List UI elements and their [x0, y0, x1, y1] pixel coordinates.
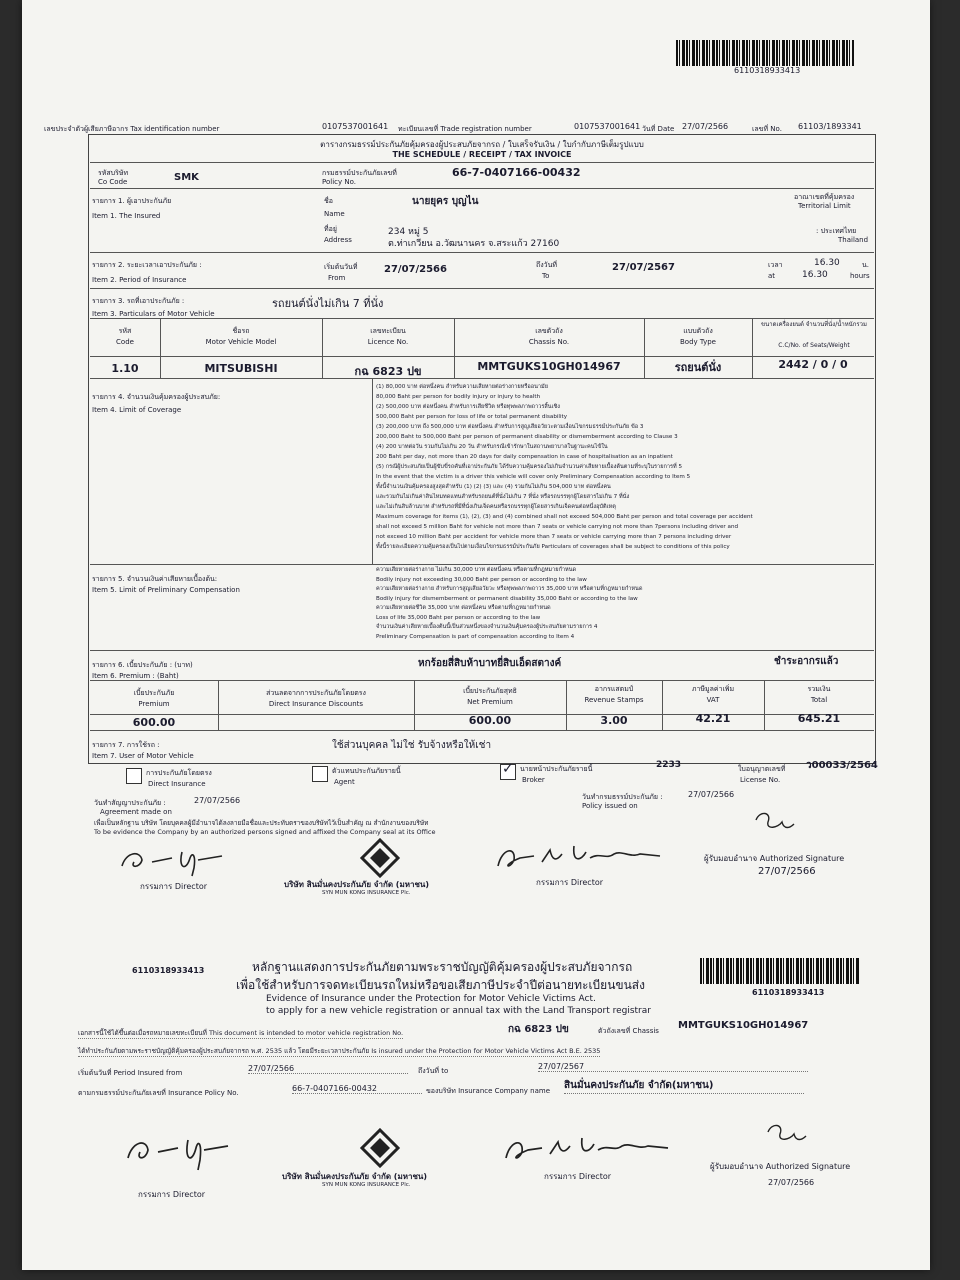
item7-label-en: Item 7. User of Motor Vehicle [92, 752, 194, 760]
date-label: วันที่ Date [642, 125, 675, 133]
policy-label-th: กรมธรรม์ประกันภัยเลขที่ [322, 169, 397, 177]
evidence-line1-label: เอกสารนี้ใช้ได้ขึ้นต่อเมื่อรถหมายเลขทะเบียนที่ This document is intended to motor vehicle registration No. [78, 1029, 404, 1037]
evidence-authorized-signature [760, 1118, 810, 1148]
evidence-authorized-date: 27/07/2566 [768, 1178, 815, 1187]
ph-discount-en: Direct Insurance Discounts [268, 700, 364, 708]
chassis-no: MMTGUKS10GH014967 [477, 360, 621, 373]
item4-label-th: รายการ 4. จำนวนเงินคุ้มครองผู้ประสบภัย: [92, 393, 221, 401]
director-signature-1 [112, 838, 242, 878]
vh-cc-th: ขนาดเครื่องยนต์ จำนวนที่นั่ง/น้ำหนักรวม [761, 321, 867, 328]
license-label-th: ใบอนุญาตเลขที่ [738, 765, 786, 773]
coverage-text [376, 382, 753, 552]
evidence-line2: ได้ทำประกันภัยตามพระราชบัญญัติคุ้มครองผู้ประสบภัยจากรถ พ.ศ. 2535 แล้ว โดยมีระยะเวลาประกันภัย Is insured under the Protection for Motor Vehicle Victims Act B.E. 2535 [78, 1047, 601, 1055]
territory-label-th: อาณาเขตที่คุ้มครอง [794, 193, 855, 201]
issued-label-en: Policy issued on [582, 802, 638, 810]
evidence-chassis: MMTGUKS10GH014967 [678, 1020, 809, 1031]
name-label-th: ชื่อ [324, 197, 333, 205]
addr-label-en: Address [324, 236, 352, 244]
vh-code-en: Code [116, 338, 134, 346]
net-premium-value: 600.00 [468, 714, 512, 727]
broker-checkbox [500, 761, 516, 780]
territory-label-en: Territorial Limit [798, 202, 851, 210]
item2-label-en: Item 2. Period of Insurance [92, 276, 187, 284]
evidence-company-label: ของบริษัท Insurance Company name [426, 1087, 551, 1095]
from-label-en: From [328, 274, 346, 282]
vh-body-en: Body Type [680, 338, 716, 346]
direct-label-en: Direct Insurance [148, 780, 206, 788]
evidence-title-en1: Evidence of Insurance under the Protection for Motor Vehicle Victims Act. [266, 994, 596, 1004]
evidence-from: 27/07/2566 [248, 1064, 408, 1074]
coverage-line: และไม่เกินสิบล้านบาท สำหรับรถที่มีที่นั่งเกินเจ็ดคนหรือรถบรรทุกผู้โดยสารเกินเจ็ดคนต่อหนึ่งอุบัติเหตุ [376, 504, 616, 510]
evidence-director-label-1: กรรมการ Director [138, 1190, 206, 1199]
evidence-to: 27/07/2567 [538, 1062, 808, 1072]
premium-value: 600.00 [132, 716, 176, 729]
broker-label-th: นายหน้าประกันภัยรายนี้ [520, 765, 593, 773]
coverage-line: shall not exceed 5 million Baht for vehicle not more than 7 seats or vehicle carrying not more than 7persons including driver and [376, 524, 739, 530]
evidence-company-logo [360, 1128, 400, 1168]
tax-id: 0107537001641 [322, 122, 389, 131]
coverage-line: (1) 80,000 บาท ต่อหนึ่งคน สำหรับความเสียหายต่อร่างกายหรืออนามัย [376, 384, 549, 390]
agent-label-th: ตัวแทนประกันภัยรายนี้ [332, 767, 401, 775]
director-label-2: กรรมการ Director [536, 878, 604, 887]
ph-premium-th: เบี้ยประกันภัย [133, 689, 175, 697]
coverage-line: (3) 200,000 บาท ถึง 500,000 บาท ต่อหนึ่งคน สำหรับการสูญเสียอวัยวะตามเงื่อนไขกรมธรรม์ประกันภัย ข้อ 3 [376, 424, 644, 430]
evidence-authorized-label: ผู้รับมอบอำนาจ Authorized Signature [710, 1162, 851, 1171]
vh-chassis-en: Chassis No. [528, 338, 570, 346]
preliminary-line: ความเสียหายต่อร่างกาย สำหรับการสูญเสียอวัยวะ หรือทุพพลภาพถาวร 35,000 บาท หรือตามที่กฎหมายกำหนด [376, 586, 643, 592]
barcode-number: 6110318933413 [734, 66, 801, 75]
agreement-label-th: วันทำสัญญาประกันภัย : [94, 799, 166, 807]
item3-label-th: รายการ 3. รถที่เอาประกันภัย : [92, 297, 185, 305]
item3-label-en: Item 3. Particulars of Motor Vehicle [92, 310, 215, 318]
address-line2: ต.ท่าเกวียน อ.วัฒนานคร จ.สระแก้ว 27160 [388, 239, 560, 249]
barcode [676, 40, 854, 66]
vehicle-usage: ใช้ส่วนบุคคล ไม่ใช่ รับจ้างหรือให้เช่า [332, 740, 492, 751]
evidence-title-th2: เพื่อใช้สำหรับการจดทะเบียนรถใหม่หรือขอเสียภาษีประจำปีต่อนายทะเบียนขนส่ง [236, 978, 645, 992]
evidence-to-label: ถึงวันที่ to [418, 1067, 449, 1075]
time-from: 16.30 [814, 258, 840, 268]
evidence-company: สินมั่นคงประกันภัย จำกัด(มหาชน) [564, 1078, 804, 1094]
company-name-th: บริษัท สินมั่นคงประกันภัย จำกัด (มหาชน) [284, 880, 430, 889]
trade-reg-label: ทะเบียนเลขที่ Trade registration number [398, 125, 532, 133]
tax-id-label: เลขประจำตัวผู้เสียภาษีอากร Tax identification number [44, 125, 220, 133]
item6-label-en: Item 6. Premium : (Baht) [92, 672, 179, 680]
director-label-1: กรรมการ Director [140, 882, 208, 891]
evidence-title-th1: หลักฐานแสดงการประกันภัยตามพระราชบัญญัติคุ้มครองผู้ประสบภัยจากรถ [252, 960, 633, 974]
coverage-line: (2) 500,000 บาท ต่อหนึ่งคน สำหรับการเสียชีวิต หรือทุพพลภาพถาวรสิ้นเชิง [376, 404, 561, 410]
evidence-statement-th: เพื่อเป็นหลักฐาน บริษัท โดยบุคคลผู้มีอำนาจได้ลงลายมือชื่อและประทับตราของบริษัทไว้เป็นสำคัญ ณ สำนักงานของบริษัท [94, 819, 429, 827]
authorized-date: 27/07/2566 [758, 866, 816, 877]
vh-licence-th: เลขทะเบียน [370, 327, 406, 335]
evidence-statement-en: To be evidence the Company by an authorized persons signed and affixed the Company seal at its Office [94, 828, 436, 836]
evidence-barcode [700, 958, 860, 984]
vat-value: 42.21 [695, 712, 731, 725]
co-code: SMK [174, 172, 199, 183]
evidence-company-name-th: บริษัท สินมั่นคงประกันภัย จำกัด (มหาชน) [282, 1172, 428, 1181]
evidence-policy: 66-7-0407166-00432 [292, 1084, 422, 1094]
issued-label-th: วันทำกรมธรรม์ประกันภัย : [582, 793, 663, 801]
item2-label-th: รายการ 2. ระยะเวลาเอาประกันภัย : [92, 261, 202, 269]
from-label-th: เริ่มต้นวันที่ [324, 263, 358, 271]
ph-net-th: เบี้ยประกันภัยสุทธิ [463, 687, 517, 695]
agreement-label-en: Agreement made on [100, 808, 172, 816]
coverage-line: (5) กรณีผู้ประสบภัยเป็นผู้ขับขี่รถคันที่เอาประกันภัย ได้รับความคุ้มครองไม่เกินจำนวนค่าเสียหายเบื้องต้นตามที่ระบุในรายการที่ 5 [376, 464, 683, 470]
vh-model-th: ชื่อรถ [232, 327, 250, 335]
license-label-en: License No. [740, 776, 781, 784]
item7-label-th: รายการ 7. การใช้รถ : [92, 741, 160, 749]
broker-code: 2233 [656, 760, 682, 770]
item4-label-en: Item 4. Limit of Coverage [92, 406, 182, 414]
item1-label-en: Item 1. The Insured [92, 212, 161, 220]
preliminary-line: จำนวนเงินค่าเสียหายเบื้องต้นนี้เป็นส่วนหนึ่งของจำนวนเงินคุ้มครองผู้ประสบภัยตามรายการ 4 [376, 624, 598, 630]
preliminary-line: ความเสียหายต่อชีวิต 35,000 บาท ต่อหนึ่งคน หรือตามที่กฎหมายกำหนด [376, 605, 551, 611]
director-signature-2 [490, 836, 670, 876]
preliminary-line: ความเสียหายต่อร่างกาย ไม่เกิน 30,000 บาท ต่อหนึ่งคน หรือตามที่กฎหมายกำหนด [376, 567, 577, 573]
direct-insurance-checkbox [126, 768, 142, 784]
body-type: รถยนต์นั่ง [674, 361, 722, 374]
name-label-en: Name [324, 210, 345, 218]
coverage-line: Maximum coverage for items (1), (2), (3) and (4) combined shall not exceed 504,000 Baht per person and total coverage per accident [376, 514, 753, 520]
premium-in-words: หกร้อยสี่สิบห้าบาทยี่สิบเอ็ดสตางค์ [418, 658, 562, 669]
hours-th: น. [862, 261, 870, 269]
agent-checkbox [312, 766, 328, 782]
to-label-en: To [542, 272, 550, 280]
evidence-director-signature-2 [498, 1126, 678, 1170]
evidence-barcode-right: 6110318933413 [752, 988, 825, 997]
title-en: THE SCHEDULE / RECEIPT / TAX INVOICE [392, 150, 572, 159]
country-en: Thailand [838, 236, 869, 244]
vh-model-en: Motor Vehicle Model [205, 338, 277, 346]
policy-no: 66-7-0407166-00432 [452, 166, 581, 179]
vehicle-type: รถยนต์นั่งไม่เกิน 7 ที่นั่ง [272, 297, 384, 310]
no-label: เลขที่ No. [752, 125, 782, 133]
coverage-line: 80,000 Baht per person for bodily injury or injury to health [376, 394, 541, 400]
time-to: 16.30 [802, 270, 828, 280]
ph-net-en: Net Premium [467, 698, 513, 706]
vehicle-code: 1.10 [111, 362, 139, 375]
item1-label-th: รายการ 1. ผู้เอาประกันภัย [92, 197, 172, 205]
preliminary-line: Preliminary Compensation is part of compensation according to Item 4 [376, 633, 575, 640]
preliminary-text [376, 566, 643, 642]
item5-label-en: Item 5. Limit of Preliminary Compensation [92, 586, 240, 594]
coverage-line: ทั้งนี้จำนวนเงินคุ้มครองสูงสุดสำหรับ (1) (2) (3) และ (4) รวมกันไม่เกิน 504,000 บาท ต่อหนึ่งคน [376, 484, 611, 490]
engine-cc: 2442 / 0 / 0 [778, 358, 848, 371]
vh-chassis-th: เลขตัวถัง [535, 327, 563, 335]
vh-cc-en: C.C/No. of Seats/Weight [778, 342, 850, 349]
agreement-date: 27/07/2566 [194, 796, 241, 805]
insured-name: นายยุคร บุญไน [412, 196, 479, 207]
preliminary-line: Bodily injury not exceeding 30,000 Baht per person or according to the law [376, 576, 587, 583]
coverage-line: และรวมกันไม่เกินค่าสินไหมทดแทนสำหรับรถยนต์ที่นั่งไม่เกิน 7 ที่นั่ง หรือรถบรรทุกผู้โดยสารไม่เกิน 7 ที่นั่ง [376, 494, 630, 500]
period-from: 27/07/2566 [384, 264, 447, 275]
doc-date: 27/07/2566 [682, 122, 729, 131]
evidence-director-signature-1 [118, 1124, 248, 1174]
evidence-director-label-2: กรรมการ Director [544, 1172, 612, 1181]
evidence-barcode-left: 6110318933413 [132, 966, 205, 975]
direct-label-th: การประกันภัยโดยตรง [146, 769, 212, 777]
period-to: 27/07/2567 [612, 262, 675, 273]
ph-premium-en: Premium [138, 700, 170, 708]
ph-stamp-en: Revenue Stamps [584, 696, 644, 704]
stamp-value: 3.00 [600, 714, 628, 727]
coverage-line: 500,000 Baht per person for loss of life or total permanent disability [376, 414, 568, 420]
company-name-en: SYN MUN KONG INSURANCE Plc. [322, 890, 411, 896]
to-label-th: ถึงวันที่ [536, 261, 557, 269]
issued-date: 27/07/2566 [688, 790, 735, 799]
vh-body-th: แบบตัวถัง [683, 327, 713, 335]
authorized-label: ผู้รับมอบอำนาจ Authorized Signature [704, 854, 845, 863]
total-value: 645.21 [797, 712, 841, 725]
evidence-title-en2: to apply for a new vehicle registration or annual tax with the Land Transport registrar [266, 1006, 651, 1016]
coverage-line: 200,000 Baht to 500,000 Baht per person of permanent disability or dismemberment according to Clause 3 [376, 434, 678, 440]
address-line1: 234 หมู่ 5 [388, 227, 429, 237]
policy-label-en: Policy No. [322, 178, 356, 186]
doc-no: 61103/1893341 [798, 122, 862, 131]
company-logo [360, 838, 400, 878]
broker-label-en: Broker [522, 776, 545, 784]
title-th: ตารางกรมธรรม์ประกันภัยคุ้มครองผู้ประสบภัยจากรถ / ใบเสร็จรับเงิน / ใบกำกับภาษีเต็มรูปแบบ [320, 140, 644, 149]
evidence-from-label: เริ่มต้นวันที่ Period Insured from [78, 1069, 183, 1077]
coverage-line: ทั้งนี้รายละเอียดความคุ้มครองเป็นไปตามเงื่อนไขกรมธรรม์ประกันภัย Particulars of coverages shall be subject to conditions of this policy [376, 544, 730, 550]
ph-vat-th: ภาษีมูลค่าเพิ่ม [691, 685, 735, 693]
ph-vat-en: VAT [706, 696, 720, 704]
vehicle-model: MITSUBISHI [204, 362, 278, 375]
time-label-en: at [768, 272, 776, 280]
time-label-th: เวลา [768, 261, 783, 269]
addr-label-th: ที่อยู่ [324, 225, 337, 233]
vh-code-th: รหัส [118, 327, 132, 335]
vh-licence-en: Licence No. [367, 338, 409, 346]
hours-en: hours [850, 272, 870, 280]
evidence-policy-label: ตามกรมธรรม์ประกันภัยเลขที่ Insurance Policy No. [78, 1089, 239, 1097]
evidence-company-name-en: SYN MUN KONG INSURANCE Plc. [322, 1182, 411, 1188]
agent-label-en: Agent [334, 778, 355, 786]
item6-label-th: รายการ 6. เบี้ยประกันภัย : (บาท) [92, 661, 193, 669]
check-icon: ✓ [502, 761, 514, 777]
stamp-paid: ชำระอากรแล้ว [774, 656, 839, 667]
license-no: ว00033/2564 [806, 760, 878, 771]
ph-stamp-th: อากรแสตมป์ [594, 685, 634, 693]
ph-discount-th: ส่วนลดจากการประกันภัยโดยตรง [266, 689, 366, 697]
policy-document [22, 0, 930, 1270]
preliminary-line: Bodily injury for dismemberment or permanent disability 35,000 Baht or according to the law [376, 595, 638, 602]
ph-total-en: Total [810, 696, 828, 704]
authorized-signature [748, 806, 798, 836]
ph-total-th: รวมเงิน [807, 685, 831, 693]
evidence-chassis-label: ตัวถังเลขที่ Chassis [598, 1027, 659, 1035]
trade-reg: 0107537001641 [574, 122, 641, 131]
licence-no: กฉ 6823 ปข [354, 365, 422, 378]
coverage-line: not exceed 10 million Baht per accident for vehicle more than 7 seats or vehicle carrying more than 7 persons including driver [376, 534, 732, 540]
country-th: : ประเทศไทย [816, 227, 857, 235]
item5-label-th: รายการ 5. จำนวนเงินค่าเสียหายเบื้องต้น: [92, 575, 218, 583]
coverage-line: In the event that the victim is a driver this vehicle will cover only Preliminary Compensation according to Item 5 [376, 474, 691, 480]
co-code-label-en: Co Code [98, 178, 128, 186]
coverage-line: 200 Baht per day, not more than 20 days for daily compensation in case of hospitalisation as an inpatient [376, 454, 673, 460]
preliminary-line: Loss of life 35,000 Baht per person or according to the law [376, 614, 541, 621]
coverage-line: (4) 200 บาทต่อวัน รวมกันไม่เกิน 20 วัน สำหรับกรณีเข้ารักษาในสถานพยาบาลในฐานะคนไข้ใน [376, 444, 608, 450]
evidence-plate: กฉ 6823 ปข [508, 1024, 569, 1035]
co-code-label-th: รหัสบริษัท [98, 169, 129, 177]
